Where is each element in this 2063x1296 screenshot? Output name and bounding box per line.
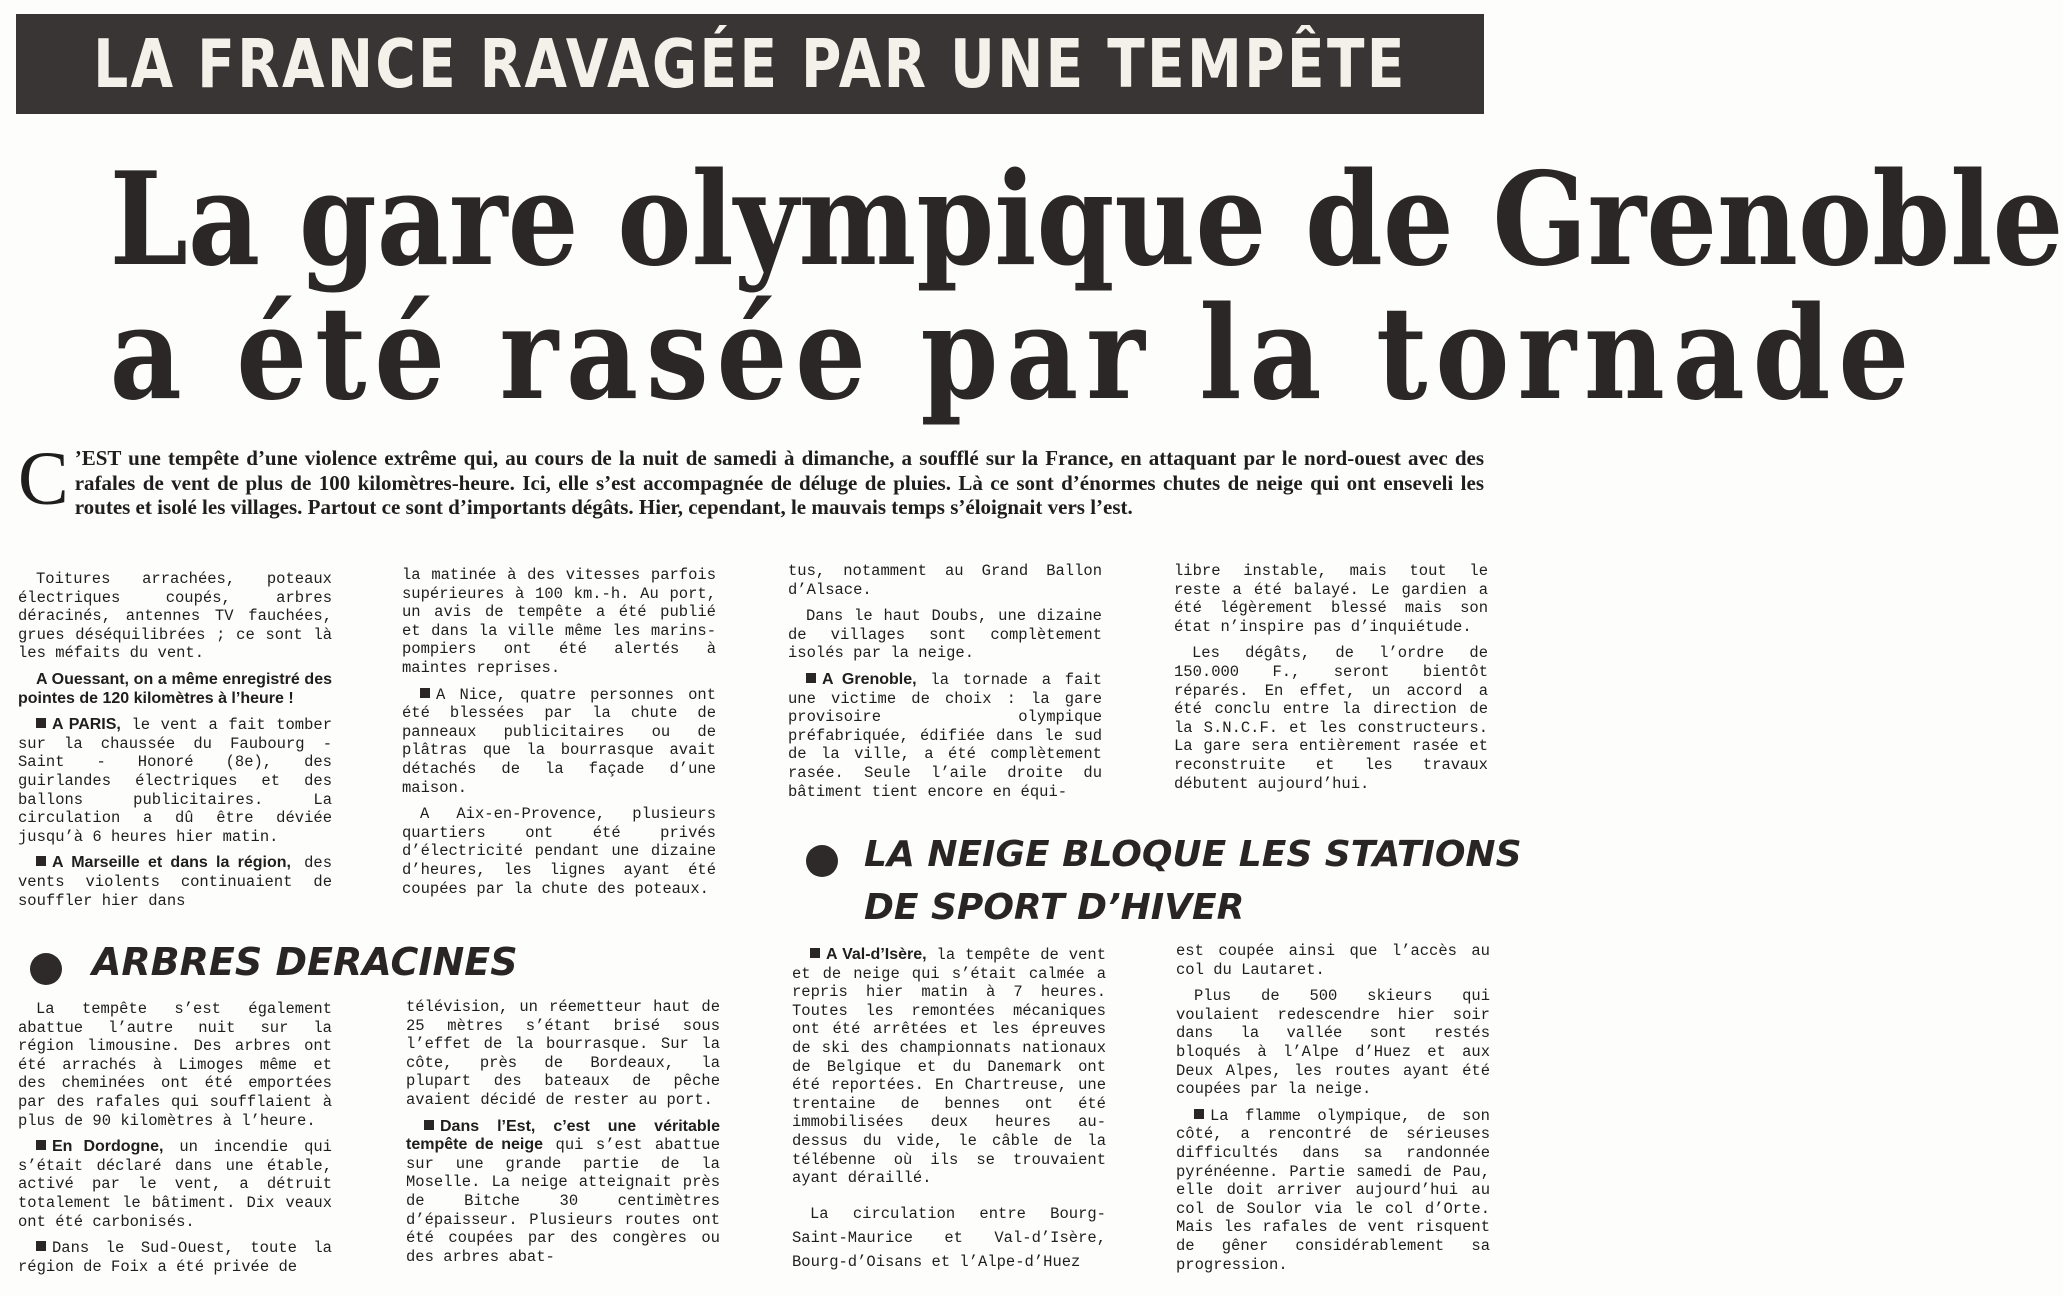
paragraph: libre instable, mais tout le reste a été balayé. Le gardien a été légèrement blessé mais son état n’inspire pas d’inquiétude. (1174, 562, 1488, 636)
paragraph-text: A Nice, quatre personnes ont été blessées par la chute de panneaux publicitaires ou de plâtras que la bourrasque avait détachés de la façade d’une maison. (402, 685, 716, 797)
paragraph (788, 671, 1102, 801)
square-bullet-icon (420, 688, 430, 698)
paragraph-lead: A Grenoble, (822, 670, 917, 688)
article-column-6 (406, 998, 720, 1282)
paragraph: la matinée à des vitesses parfois supérieures à 100 km.-h. Au port, un avis de tempête a été publié et dans la ville même les marins-pompiers ont été alertés à maintes reprises. (402, 566, 716, 677)
paragraph-lead: A Val-d’Isère, (826, 946, 927, 963)
paragraph-text: la tempête de vent et de neige qui s’était calmée a repris hier matin à 7 heures. Toutes les remontées mécaniques ont été arrêtées et les épreuves de ski des championnats nationaux de Belgique et du Danemark ont été reportées. En Chartreuse, une trentaine de bennes ont été immobilisées deux heures au-dessus du vide, le câble de la télébenne où ils se trouvaient ayant déraillé. (792, 946, 1106, 1188)
headline-line-2: a été rasée par la tornade (109, 279, 1917, 429)
paragraph (18, 1239, 332, 1276)
square-bullet-icon (36, 1241, 46, 1251)
paragraph-lead: En Dordogne, (52, 1138, 164, 1156)
banner-title: LA FRANCE RAVAGÉE PAR UNE TEMPÊTE (93, 25, 1407, 103)
square-bullet-icon (424, 1120, 434, 1130)
paragraph-text: qui s’est abattue sur une grande partie de la Moselle. La neige atteignait près de Bitche 30 centimètres d’épaisseur. Plusieurs routes ont été coupées par des congères ou des arbres abat- (406, 1136, 720, 1266)
paragraph-text: le vent a fait tomber sur la chaussée du Faubourg - Saint - Honoré (8e), des guirlandes électriques et des ballons publicitaires. La circulation a dû être déviée jusqu’à 6 heures hier matin. (18, 716, 333, 846)
paragraph: A Aix-en-Provence, plusieurs quartiers ont été privés d’électricité pendant une dizaine d’heures, les lignes ayant été coupées par la chute des poteaux. (402, 805, 716, 898)
paragraph-bold: A Ouessant, on a même enregistré des pointes de 120 kilomètres à l’heure ! (18, 670, 332, 707)
square-bullet-icon (1194, 1109, 1204, 1119)
paragraph-text: la tornade a fait une victime de choix : la gare provisoire olympique préfabriquée, édifiée dans le sud de la ville, a été complètement rasée. Seule l’aile droite du bâtiment tient encore en équi- (788, 670, 1102, 801)
article-column-2 (402, 566, 716, 912)
paragraph (18, 671, 332, 708)
paragraph: Toitures arrachées, poteaux électriques coupés, arbres déracinés, antennes TV fauchées, grues déséquilibrées ; ce sont là les méfaits du vent. (18, 570, 332, 663)
lede-paragraph (18, 437, 1484, 521)
paragraph: Dans le haut Doubs, une dizaine de villages sont complètement isolés par la neige. (788, 607, 1102, 663)
article-column-1 (18, 570, 332, 916)
paragraph-lead: A PARIS, (52, 716, 121, 734)
paragraph (1176, 1107, 1490, 1274)
paragraph: Plus de 500 skieurs qui voulaient redescendre hier soir dans la vallée sont restés bloqués à l’Alpe d’Huez et aux Deux Alpes, les routes ayant été coupées par la neige. (1176, 987, 1490, 1099)
subheading-arbres: ARBRES DERACINES (92, 940, 518, 984)
paragraph: tus, notamment au Grand Ballon d’Alsace. (788, 562, 1102, 599)
paragraph: La tempête s’est également abattue l’autre nuit sur la région limousine. Des arbres ont été arrachés à Limoges même et des cheminées ont été emportées par des rafales qui soufflaient à plus de 90 kilomètres à l’heure. (18, 1000, 332, 1130)
paragraph: télévision, un réemetteur haut de 25 mètres s’étant brisé sous l’effet de la bourrasque. Sur la côte, près de Bordeaux, la plupart des bateaux de pêche avaient décidé de rester au port. (406, 998, 720, 1109)
round-bullet-icon (806, 845, 838, 877)
paragraph-text: Dans le Sud-Ouest, toute la région de Foix a été privée de (18, 1239, 332, 1276)
round-bullet-icon (30, 953, 62, 985)
paragraph-text: un incendie qui s’était déclaré dans une étable, activé par le vent, a détruit totalement le bâtiment. Dix veaux ont été carbonisés. (18, 1138, 332, 1231)
article-column-5 (18, 1000, 332, 1282)
paragraph (402, 686, 716, 798)
paragraph (18, 1138, 332, 1231)
headline-line-1: La gare olympique de Grenoble (109, 145, 2063, 295)
square-bullet-icon (36, 856, 46, 866)
paragraph: est coupée ainsi que l’accès au col du Lautaret. (1176, 942, 1490, 979)
paragraph (18, 716, 332, 846)
square-bullet-icon (806, 673, 816, 683)
paragraph-lead: Dans l’Est, c’est une véritable tempête de neige (406, 1117, 720, 1154)
square-bullet-icon (810, 948, 820, 958)
paragraph (406, 1118, 720, 1267)
article-column-3 (788, 562, 1102, 802)
paragraph: La circulation entre Bourg-Saint-Maurice et Val-d’Isère, Bourg-d’Oisans et l’Alpe-d’Huez (792, 1204, 1106, 1271)
article-column-4 (1174, 562, 1488, 802)
paragraph: Les dégâts, de l’ordre de 150.000 F., seront bientôt réparés. En effet, un accord a été conclu entre la direction de la S.N.C.F. et les constructeurs. La gare sera entièrement rasée et reconstruite et les travaux débutent aujourd’hui. (1174, 644, 1488, 793)
paragraph-text: des vents violents continuaient de souffler hier dans (18, 854, 333, 910)
paragraph-lead: A Marseille et dans la région, (52, 854, 291, 872)
section-banner (16, 14, 1484, 114)
paragraph (18, 854, 332, 910)
paragraph (792, 946, 1106, 1188)
lede-text: ’EST une tempête d’une violence extrême qui, au cours de la nuit de samedi à dimanche, a soufflé sur la France, en attaquant par le nord-ouest avec des rafales de vent de plus de 100 kilomètres-heure. Ici, elle s’est accompagnée de déluge de pluies. Là ce sont d’énormes chutes de neige qui ont enseveli les routes et isolé les villages. Partout ce sont d’importants dégâts. Hier, cependant, le mauvais temps s’éloignait vers l’est. (74, 446, 1484, 519)
article-column-7 (792, 946, 1106, 1282)
paragraph-text: La flamme olympique, de son côté, a rencontré de sérieuses difficultés dans sa randonnée pyrénéenne. Partie samedi de Pau, elle doit arriver aujourd’hui au col de Soulor via le col d’Orte. Mais les rafales de vent risquent de gêner considérablement sa progression. (1176, 1106, 1490, 1274)
subheading-neige-line-1: LA NEIGE BLOQUE LES STATIONS (864, 834, 1522, 875)
square-bullet-icon (36, 718, 46, 728)
subheading-neige-line-2: DE SPORT D’HIVER (864, 887, 1245, 928)
square-bullet-icon (36, 1140, 46, 1150)
drop-cap: C (18, 437, 69, 521)
article-column-8 (1176, 942, 1490, 1282)
